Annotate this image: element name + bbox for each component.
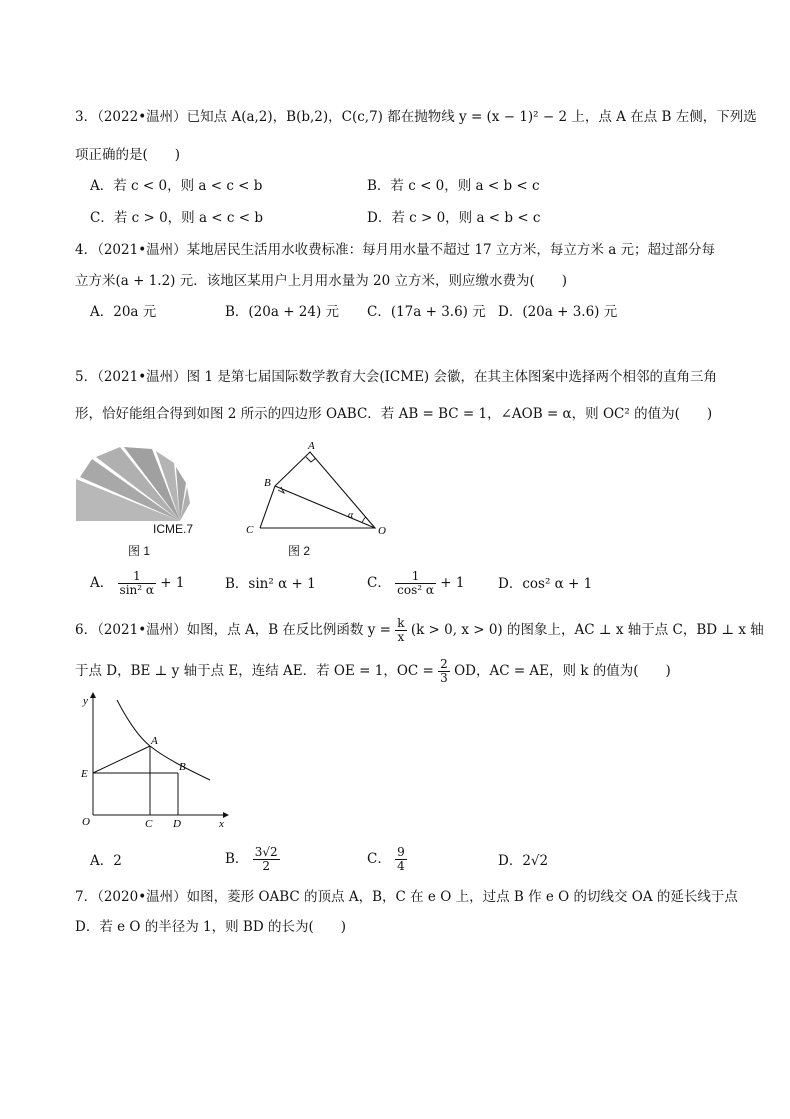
icme-label: ICME.7 (153, 522, 194, 536)
point-d-label: D (173, 818, 181, 830)
axis-x-label: x (219, 818, 224, 830)
q5-option-a[interactable]: A． $\frac{1}{\text{sin² α}}$ + 1 (90, 569, 185, 597)
point-c-label: C (246, 524, 254, 536)
point-c-label: C (145, 818, 153, 830)
q3-option-a[interactable]: A．若 c < 0，则 a < c < b (90, 178, 263, 194)
q3-option-d[interactable]: D．若 c > 0，则 a < b < c (367, 210, 541, 226)
q5-option-c-fraction: $\frac{1}{\text{cos² α}}$ (397, 569, 434, 597)
q3-option-c[interactable]: C．若 c > 0，则 a < c < b (90, 210, 263, 226)
point-a-label: A (151, 735, 158, 747)
q5-option-a-fraction: $\frac{1}{\text{sin² α}}$ (119, 569, 154, 597)
q3-option-b[interactable]: B．若 c < 0，则 a < b < c (367, 178, 540, 194)
q4-option-b[interactable]: B．(20a + 24) 元 (225, 304, 340, 320)
q4-option-a[interactable]: A．20a 元 (90, 304, 157, 320)
point-o-label: O (378, 525, 386, 537)
point-e-label: E (81, 768, 88, 780)
point-a-label: A (308, 440, 315, 452)
q6-line2: 于点 D，BE ⊥ y 轴于点 E，连结 AE．若 OE = 1，OC = $\frac{2}{3}$ OD，AC = AE，则 k 的值为( ) (75, 657, 671, 685)
q6-option-b-fraction: $\frac{3√2}{2}$ (254, 845, 278, 873)
q7-line1: 7．（2020•温州）如图，菱形 OABC 的顶点 A，B，C 在 e O 上，过点 B 作 e O 的切线交 OA 的延长线于点 (75, 889, 738, 905)
point-o-label: O (82, 816, 90, 828)
q7-line2: D．若 e O 的半径为 1，则 BD 的长为( ) (75, 919, 346, 935)
angle-alpha-label: α (348, 510, 354, 521)
q6-option-c-fraction: $\frac{9}{4}$ (397, 845, 405, 873)
q5-line2: 形，恰好能组合得到如图 2 所示的四边形 OABC．若 AB = BC = 1，∠AOB = α，则 OC² 的值为( ) (75, 406, 713, 422)
q6-option-c[interactable]: C． $\frac{9}{4}$ (367, 845, 405, 873)
q4-option-d[interactable]: D．(20a + 3.6) 元 (498, 304, 618, 320)
inverse-function-figure (75, 690, 235, 830)
q6-two-thirds: $\frac{2}{3}$ (440, 657, 448, 685)
q5-line1: 5．（2021•温州）图 1 是第七届国际数学教育大会(ICME) 会徽，在其主体图案中选择两个相邻的直角三角 (75, 369, 717, 385)
q3-line2: 项正确的是( ) (75, 147, 181, 163)
figure-2-caption: 图 2 (288, 544, 311, 558)
q3-line1: 3．（2022•温州）已知点 A(a,2)，B(b,2)，C(c,7) 都在抛物线 y = (x − 1)² − 2 上，点 A 在点 B 左侧，下列选 (75, 109, 757, 125)
figure-1-caption: 图 1 (128, 544, 151, 558)
point-b-label: B (264, 477, 271, 489)
q6-option-a[interactable]: A．2 (90, 853, 122, 869)
point-b-label: B (179, 761, 186, 773)
q5-option-c[interactable]: C． $\frac{1}{\text{cos² α}}$ + 1 (367, 569, 465, 597)
q6-option-b[interactable]: B． $\frac{3√2}{2}$ (225, 845, 278, 873)
q6-line1: 6．（2021•温州）如图，点 A，B 在反比例函数 y = $\frac{k}{x}$ (k > 0, x > 0) 的图象上，AC ⊥ x 轴于点 C，BD ⊥ x 轴 (75, 616, 764, 644)
q4-line1: 4．（2021•温州）某地居民生活用水收费标准：每月用水量不超过 17 立方米，每立方米 a 元；超过部分每 (75, 242, 716, 258)
q5-option-d[interactable]: D．cos² α + 1 (498, 576, 593, 592)
q4-option-c[interactable]: C．(17a + 3.6) 元 (367, 304, 486, 320)
quadrilateral-oabc-figure (240, 438, 390, 538)
axis-y-label: y (83, 695, 88, 707)
q6-k-over-x: $\frac{k}{x}$ (397, 616, 405, 644)
q6-option-d[interactable]: D．2√2 (498, 853, 549, 869)
q5-option-b[interactable]: B．sin² α + 1 (225, 576, 316, 592)
q4-line2: 立方米(a + 1.2) 元．该地区某用户上月用水量为 20 立方米，则应缴水费为( ) (75, 273, 568, 289)
